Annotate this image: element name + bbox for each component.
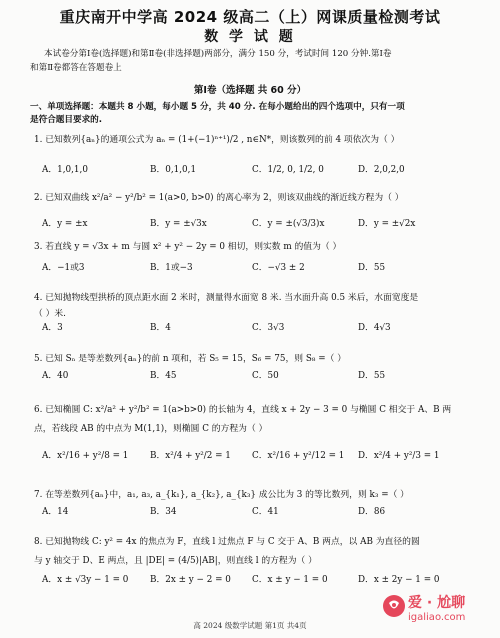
question-4 (34, 292, 484, 321)
watermark-url: igaliao.com (408, 612, 466, 623)
question-8 (34, 536, 484, 568)
option-c: C．3√3 (252, 323, 285, 333)
question-text: 4. 已知抛物线型拱桥的顶点距水面 2 米时，测量得水面宽 8 米. 当水面升高 0.5 米后，水面宽度是 (34, 293, 419, 303)
watermark-brand: 爱 · 尬聊 (408, 595, 466, 611)
option-b: B．2x ± y − 2 = 0 (150, 575, 231, 585)
question-7 (34, 489, 484, 502)
intro-line-1: 本试卷分第Ⅰ卷(选择题)和第Ⅱ卷(非选择题)两部分，满分 150 分，考试时间 120 分钟.第Ⅰ卷 (44, 49, 392, 59)
question-text: 6. 已知椭圆 C: x²/a² + y²/b² = 1(a>b>0) 的长轴为 4，直线 x + 2y − 3 = 0 与椭圆 C 相交于 A、B 两 (34, 405, 452, 415)
question-3 (34, 241, 484, 254)
question-text: 与 y 轴交于 D、E 两点，且 |DE| = (4/5)|AB|，则直线 l 的方程为（ ） (34, 556, 317, 566)
option-c: C．y = ±(√3/3)x (252, 219, 325, 229)
option-b: B．34 (150, 507, 177, 517)
question-5 (34, 353, 484, 366)
option-b: B．45 (150, 371, 177, 381)
question-text: 2. 已知双曲线 x²/a² − y²/b² = 1(a>0, b>0) 的离心率为 2，则该双曲线的渐近线方程为（ ） (34, 193, 404, 203)
option-c: C．x ± y − 1 = 0 (252, 575, 328, 585)
option-a: A．1,0,1,0 (42, 165, 88, 175)
option-d: D．55 (358, 371, 386, 381)
option-b: B．x²/4 + y²/2 = 1 (150, 451, 231, 461)
option-c: C．x²/16 + y²/12 = 1 (252, 451, 345, 461)
option-b: B．1或−3 (150, 263, 193, 273)
option-a: A．x ± √3y − 1 = 0 (42, 575, 129, 585)
option-a: A．40 (42, 371, 69, 381)
option-c: C．−√3 ± 2 (252, 263, 305, 273)
question-text: 5. 已知 Sₙ 是等差数列{aₙ}的前 n 项和，若 S₅ = 15，S₆ = 75，则 S₈ =（ ） (34, 354, 346, 364)
section-heading: 第Ⅰ卷（选择题 共 60 分） (193, 85, 307, 96)
option-a: A．3 (42, 323, 63, 333)
question-2 (34, 192, 484, 205)
question-text: （ ）米. (34, 309, 66, 319)
exam-subject-title: 数 学 试 题 (204, 29, 296, 45)
watermark-logo-icon (382, 594, 406, 618)
question-6 (34, 404, 484, 436)
option-b: B．y = ±√3x (150, 219, 207, 229)
option-b: B．0,1,0,1 (150, 165, 197, 175)
option-c: C．50 (252, 371, 279, 381)
question-1 (34, 134, 484, 147)
option-c: C．1/2, 0, 1/2, 0 (252, 165, 324, 175)
intro-line-2: 和第Ⅱ卷都答在答题卷上 (30, 63, 122, 73)
option-d: D．y = ±√2x (358, 219, 416, 229)
option-d: D．55 (358, 263, 386, 273)
section-instructions-2: 是符合题目要求的. (30, 115, 103, 125)
question-text: 3. 若直线 y = √3x + m 与圆 x² + y² − 2y = 0 相切，则实数 m 的值为（ ） (34, 242, 342, 252)
section-instructions-1: 一、单项选择题：本题共 8 小题，每小题 5 分，共 40 分. 在每小题给出的四个选项中，只有一项 (30, 102, 405, 112)
option-d: D．4√3 (358, 323, 391, 333)
exam-title: 重庆南开中学高 2024 级高二（上）网课质量检测考试 (59, 8, 441, 26)
option-c: C．41 (252, 507, 279, 517)
option-d: D．x ± 2y − 1 = 0 (358, 575, 440, 585)
option-d: D．86 (358, 507, 386, 517)
question-text: 7. 在等差数列{aₙ}中，a₁, a₃, a_{k₁}, a_{k₂}, a_{k₃} 成公比为 3 的等比数列，则 k₃ =（ ） (34, 490, 409, 500)
question-text: 点，若线段 AB 的中点为 M(1,1)，则椭圆 C 的方程为（ ） (34, 424, 268, 434)
page-footer: 高 2024 级数学试题 第1页 共4页 (193, 621, 307, 630)
option-a: A．−1或3 (42, 263, 85, 273)
watermark (380, 590, 495, 634)
option-b: B．4 (150, 323, 171, 333)
question-text: 1. 已知数列{aₙ}的通项公式为 aₙ = (1+(−1)ⁿ⁺¹)/2 , n∈N*，则该数列的前 4 项依次为（ ） (34, 135, 400, 145)
option-a: A．x²/16 + y²/8 = 1 (42, 451, 129, 461)
question-text: 8. 已知抛物线 C: y² = 4x 的焦点为 F，直线 l 过焦点 F 与 C 交于 A、B 两点，以 AB 为直径的圆 (34, 537, 420, 547)
option-a: A．14 (42, 507, 69, 517)
option-d: D．2,0,2,0 (358, 165, 405, 175)
option-a: A．y = ±x (42, 219, 88, 229)
option-d: D．x²/4 + y²/3 = 1 (358, 451, 440, 461)
